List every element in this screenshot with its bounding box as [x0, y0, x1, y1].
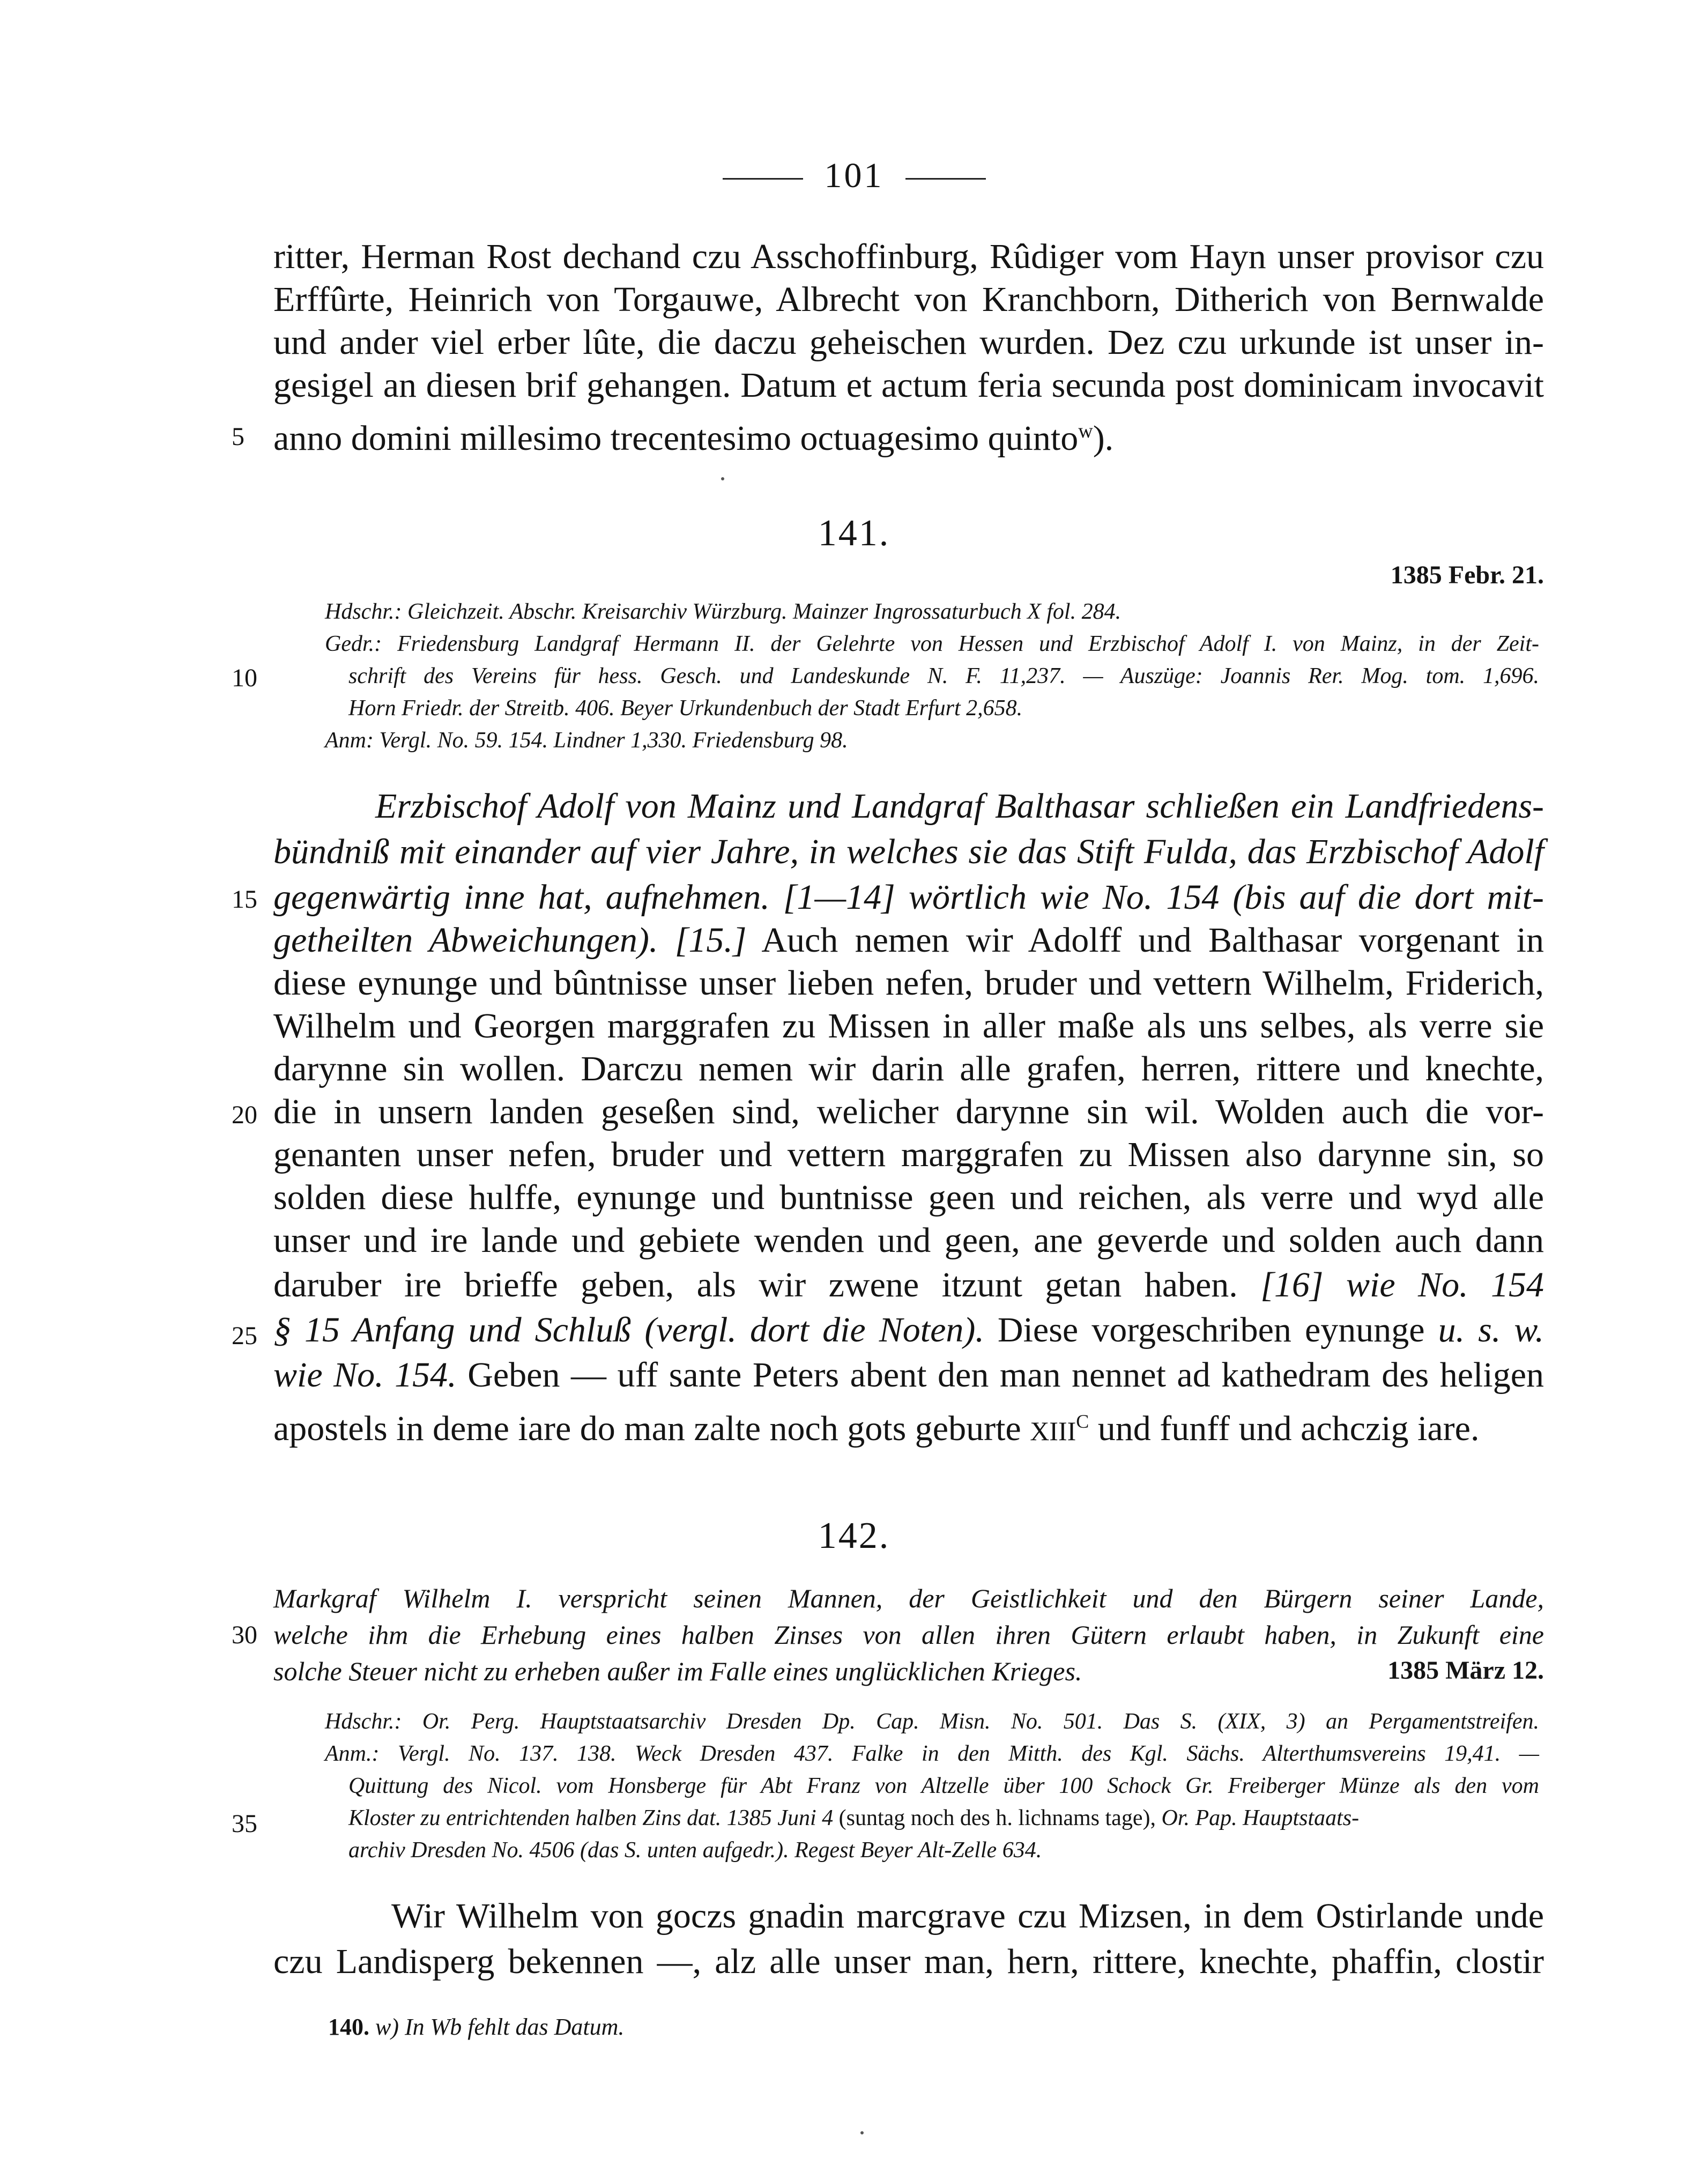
apparatus-line: [348, 1804, 1563, 1832]
apparatus-line: Hdschr.: Or. Perg. Hauptstaatsarchiv Dresden Dp. Cap. Misn. No. 501. Das S. (XIX, 3) an Pergamentstreifen.: [325, 1709, 1539, 1734]
apparatus-line: Horn Friedr. der Streitb. 406. Beyer Urkundenbuch der Stadt Erfurt 2,658.: [348, 696, 1023, 721]
apparatus-line: Quittung des Nicol. vom Honsberge für Abt Franz von Altzelle über 100 Schock Gr. Freiberger Münze als den vom: [348, 1774, 1539, 1798]
regest-line: bündniß mit einander auf vier Jahre, in welches sie das Stift Fulda, das Erzbischof Adolf: [273, 832, 1544, 871]
text-line: Wilhelm und Georgen marggrafen zu Missen in aller maße als uns selbes, als verre sie: [273, 1006, 1544, 1045]
page-header: [0, 155, 1708, 196]
apparatus-fragment: (suntag noch des h. lichnams tage),: [833, 1806, 1162, 1830]
roman-numeral: XIII: [1030, 1416, 1076, 1446]
margin-line-number: 35: [232, 1810, 257, 1838]
continuation-line: [273, 410, 1544, 459]
text-line: [273, 920, 1544, 961]
apparatus-line: archiv Dresden No. 4506 (das S. unten aufgedr.). Regest Beyer Alt-Zelle 634.: [348, 1838, 1042, 1863]
apparatus-fragment: Kloster zu entrichtenden halben Zins dat. 1385 Juni 4: [348, 1806, 834, 1830]
regest-fragment: § 15 Anfang und Schluß (vergl. dort die Noten).: [273, 1310, 984, 1349]
apparatus-line: Hdschr.: Gleichzeit. Abschr. Kreisarchiv Würzburg. Mainzer Ingrossaturbuch X fol. 284.: [325, 599, 1122, 624]
text-line: darynne sin wollen. Darczu nemen wir darin alle grafen, herren, rittere und knechte,: [273, 1049, 1544, 1088]
document-number: 141.: [818, 513, 890, 554]
text-line: diese eynunge und bûntnisse unser lieben nefen, bruder und vettern Wilhelm, Friderich,: [273, 963, 1544, 1003]
text-fragment: daruber ire brieffe geben, als wir zwene itzunt getan haben.: [273, 1265, 1261, 1304]
continuation-line: gesigel an diesen brif gehangen. Datum et actum feria secunda post dominicam invocavit: [273, 366, 1544, 405]
text-line: solden diese hulffe, eynunge und buntnisse geen und reichen, als verre und wyd alle: [273, 1178, 1544, 1217]
margin-line-number: 25: [232, 1322, 257, 1350]
regest-fragment: u. s. w.: [1438, 1310, 1544, 1349]
text-line: [273, 1400, 1544, 1452]
document-date: 1385 März 12.: [1387, 1656, 1544, 1685]
continuation-line: und ander viel erber lûte, die daczu geheischen wurden. Dez czu urkunde ist unser in-: [273, 323, 1544, 362]
regest-line: solche Steuer nicht zu erheben außer im Falle eines unglücklichen Krieges.: [273, 1656, 1082, 1686]
text-fragment: Diese vorgeschriben eynunge: [984, 1310, 1438, 1349]
regest-line: welche ihm die Erhebung eines halben Zinses von allen ihren Gütern erlaubt haben, in Zukunft eine: [273, 1620, 1544, 1650]
text-line: Wir Wilhelm von goczs gnadin marcgrave czu Mizsen, in dem Ostirlande unde: [391, 1896, 1544, 1936]
apparatus-line: schrift des Vereins für hess. Gesch. und Landeskunde N. F. 11,237. — Auszüge: Joannis Rer. Mog. tom. 1,696.: [348, 664, 1539, 688]
text-line: [273, 1309, 1544, 1351]
text-line: czu Landisperg bekennen —, alz alle unser man, hern, rittere, knechte, phaffin, clostir: [273, 1942, 1544, 1981]
regest-fragment: getheilten Abweichungen). [15.]: [273, 921, 747, 960]
document-number: 142.: [818, 1515, 890, 1556]
text-fragment: und funff und achczig iare.: [1089, 1409, 1480, 1448]
regest-fragment: wie No. 154.: [273, 1355, 457, 1395]
text-fragment: apostels in deme iare do man zalte noch gots geburte: [273, 1409, 1030, 1448]
footnote: [328, 2013, 624, 2041]
continuation-line: ritter, Herman Rost dechand czu Asschoffinburg, Rûdiger vom Hayn unser provisor czu: [273, 237, 1544, 276]
page-number: 101: [824, 156, 884, 195]
margin-line-number: 10: [232, 664, 257, 692]
margin-line-number: 15: [232, 885, 257, 914]
regest-fragment: [16] wie No. 154: [1260, 1265, 1544, 1304]
text-fragment: Geben — uff sante Peters abent den man nennet ad kathedram des heligen: [456, 1355, 1544, 1395]
superscript: C: [1076, 1411, 1089, 1432]
apparatus-line: Anm.: Vergl. No. 137. 138. Weck Dresden 437. Falke in den Mitth. des Kgl. Sächs. Alterthumsvereins 19,41. —: [325, 1741, 1539, 1766]
regest-line: Markgraf Wilhelm I. verspricht seinen Mannen, der Geistlichkeit und den Bürgern seiner Lande,: [273, 1583, 1544, 1613]
regest-line: Erzbischof Adolf von Mainz und Landgraf Balthasar schließen ein Landfriedens-: [375, 787, 1544, 826]
header-rule-right: [905, 178, 986, 180]
regest-line: gegenwärtig inne hat, aufnehmen. [1—14] wörtlich wie No. 154 (bis auf die dort mit-: [273, 878, 1544, 917]
margin-line-number: 20: [232, 1101, 257, 1129]
margin-line-number: 5: [232, 422, 244, 451]
text-line: [273, 1264, 1544, 1306]
text-fragment: Auch nemen wir Adolff und Balthasar vorgenant in: [746, 921, 1544, 960]
header-rule-left: [723, 178, 803, 180]
text-line: genanten unser nefen, bruder und vettern marggrafen zu Missen also darynne sin, so: [273, 1135, 1544, 1174]
print-speck: [860, 2131, 864, 2134]
apparatus-line: Anm: Vergl. No. 59. 154. Lindner 1,330. Friedensburg 98.: [325, 728, 848, 753]
apparatus-line: Gedr.: Friedensburg Landgraf Hermann II. der Gelehrte von Hessen und Erzbischof Adolf I. von Mainz, in der Zeit-: [325, 632, 1539, 656]
text-line: die in unsern landen geseßen sind, welicher darynne sin wil. Wolden auch die vor-: [273, 1092, 1544, 1131]
document-date: 1385 Febr. 21.: [1390, 561, 1544, 589]
text-line: [273, 1354, 1544, 1396]
margin-line-number: 30: [232, 1621, 257, 1649]
note-marker: w: [1078, 420, 1093, 442]
footnote-text: w) In Wb fehlt das Datum.: [375, 2014, 625, 2040]
text-line: unser und ire lande und gebiete wenden und geen, ane geverde und solden auch dann: [273, 1221, 1544, 1260]
continuation-line: Erffûrte, Heinrich von Torgauwe, Albrecht von Kranchborn, Ditherich von Bernwalde: [273, 280, 1544, 319]
footnote-ref: 140.: [328, 2014, 369, 2040]
continuation-text: anno domini millesimo trecentesimo octuagesimo quinto: [273, 419, 1079, 458]
apparatus-fragment: Or. Pap. Hauptstaats-: [1161, 1806, 1360, 1830]
continuation-closing: ).: [1093, 419, 1114, 458]
print-speck: [721, 477, 724, 480]
